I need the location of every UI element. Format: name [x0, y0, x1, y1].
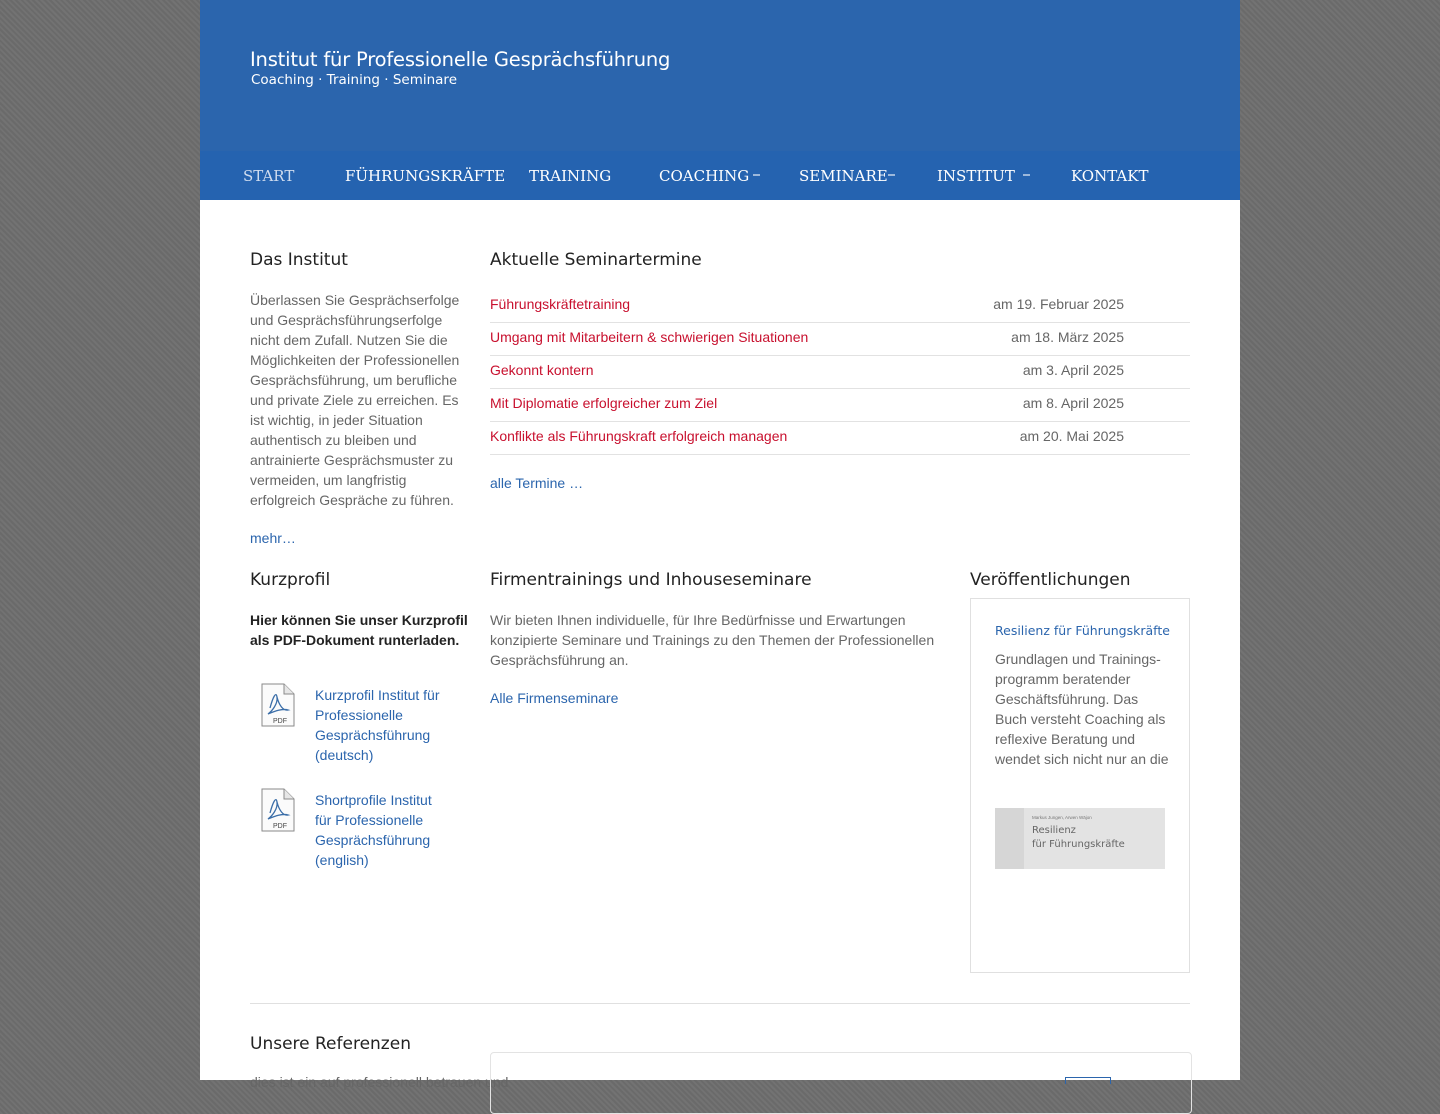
institut-more-link[interactable]: mehr…: [250, 530, 296, 546]
seminare-dropdown-icon[interactable]: [888, 174, 895, 176]
kurzprofil-deutsch-link[interactable]: Kurzprofil Institut für Professionelle Gesprächsführung (deutsch): [315, 687, 440, 763]
all-seminars-link[interactable]: alle Termine …: [490, 475, 584, 491]
page: [200, 0, 1240, 1090]
seminar-row: [490, 290, 1190, 323]
reference-logo[interactable]: [1065, 1077, 1111, 1084]
pdf-label: PDF: [273, 718, 287, 725]
seminar-row: [490, 323, 1190, 356]
kurzprofil-intro: Hier können Sie unser Kurzprofil als PDF-Dokument runterladen.: [250, 612, 468, 648]
firmen-heading: Firmentrainings und Inhouseseminare: [490, 570, 812, 590]
seminar-date: am 19. Februar 2025: [993, 296, 1124, 312]
book-cover-image[interactable]: [995, 808, 1165, 869]
seminar-date: am 8. April 2025: [1022, 395, 1124, 411]
references-text: dies ist ein auf professionell betrauen und: [250, 1074, 509, 1090]
nav-item-training[interactable]: TRAINING: [529, 167, 612, 185]
seminar-title-link[interactable]: Konflikte als Führungskraft erfolgreich managen: [490, 428, 788, 444]
references-slider: [490, 1052, 1192, 1114]
publications-heading: Veröffentlichungen: [970, 570, 1131, 590]
book-authors: Markus Jungen, Arwen Wäjon: [1032, 815, 1092, 820]
publication-card: [970, 598, 1190, 973]
seminar-row: [490, 389, 1190, 422]
seminar-date: am 18. März 2025: [1011, 329, 1124, 345]
book-title-line2: für Führungskräfte: [1032, 839, 1125, 850]
site-logo-title[interactable]: Institut für Professionelle Gesprächsführung: [250, 48, 671, 71]
book-spine: [995, 808, 1024, 869]
kurzprofil-heading: Kurzprofil: [250, 570, 331, 590]
institut-dropdown-icon[interactable]: [1023, 174, 1030, 176]
site-logo-subtitle[interactable]: Coaching · Training · Seminare: [251, 72, 457, 88]
pdf-icon[interactable]: [261, 683, 295, 727]
main-nav: [200, 151, 1240, 200]
seminar-row: [490, 356, 1190, 389]
all-company-seminars-link[interactable]: Alle Firmenseminare: [490, 690, 619, 706]
nav-item-kontakt[interactable]: KONTAKT: [1071, 167, 1149, 185]
nav-item-seminare[interactable]: SEMINARE: [799, 167, 888, 185]
references-heading: Unsere Referenzen: [250, 1034, 411, 1054]
nav-item-coaching[interactable]: COACHING: [659, 167, 750, 185]
firmen-text: Wir bieten Ihnen individuelle, für Ihre Bedürfnisse und Erwartungen konzipierte Seminare und Trainings zu den Themen der Professionellen Gesprächsführung an.: [490, 612, 935, 668]
kurzprofil-english-link[interactable]: Shortprofile Institut für Professionelle Gesprächsführung (english): [315, 792, 432, 868]
seminare-heading: Aktuelle Seminartermine: [490, 250, 702, 270]
coaching-dropdown-icon[interactable]: [753, 174, 760, 176]
book-title-line1: Resilienz: [1032, 825, 1076, 836]
seminar-title-link[interactable]: Führungskräftetraining: [490, 296, 631, 312]
site-header: [200, 0, 1240, 151]
institut-text: Überlassen Sie Gesprächserfolge und Gesprächsführungserfolge nicht dem Zufall. Nutzen Sie die Möglichkeiten der Professionellen Gesprächsführung, um berufliche und private Ziele zu erreichen. Es ist wichtig, in jeder Situation authentisch zu bleiben und antrainierte Gesprächsmuster zu vermeiden, um langfristig erfolgreich Gespräche zu führen.: [250, 292, 460, 508]
pdf-label: PDF: [273, 823, 287, 830]
nav-item-institut[interactable]: INSTITUT: [937, 167, 1015, 185]
seminar-date: am 20. Mai 2025: [1019, 428, 1124, 444]
publication-description: Grundlagen und Trainings-programm beratender Geschäftsführung. Das Buch versteht Coaching als reflexive Beratung und wendet sich nicht nur an die: [995, 651, 1169, 767]
pdf-icon[interactable]: [261, 788, 295, 832]
publication-title-link[interactable]: Resilienz für Führungskräfte: [995, 623, 1170, 638]
seminar-title-link[interactable]: Gekonnt kontern: [490, 362, 594, 378]
section-divider: [250, 1003, 1190, 1004]
nav-item-start[interactable]: START: [243, 167, 295, 185]
seminar-row: [490, 422, 1190, 455]
institut-heading: Das Institut: [250, 250, 348, 270]
nav-item-fuehrungskraefte[interactable]: FÜHRUNGSKRÄFTE: [345, 167, 506, 185]
seminar-date: am 3. April 2025: [1022, 362, 1124, 378]
seminar-title-link[interactable]: Umgang mit Mitarbeitern & schwierigen Situationen: [490, 329, 809, 345]
seminar-title-link[interactable]: Mit Diplomatie erfolgreicher zum Ziel: [490, 395, 718, 411]
